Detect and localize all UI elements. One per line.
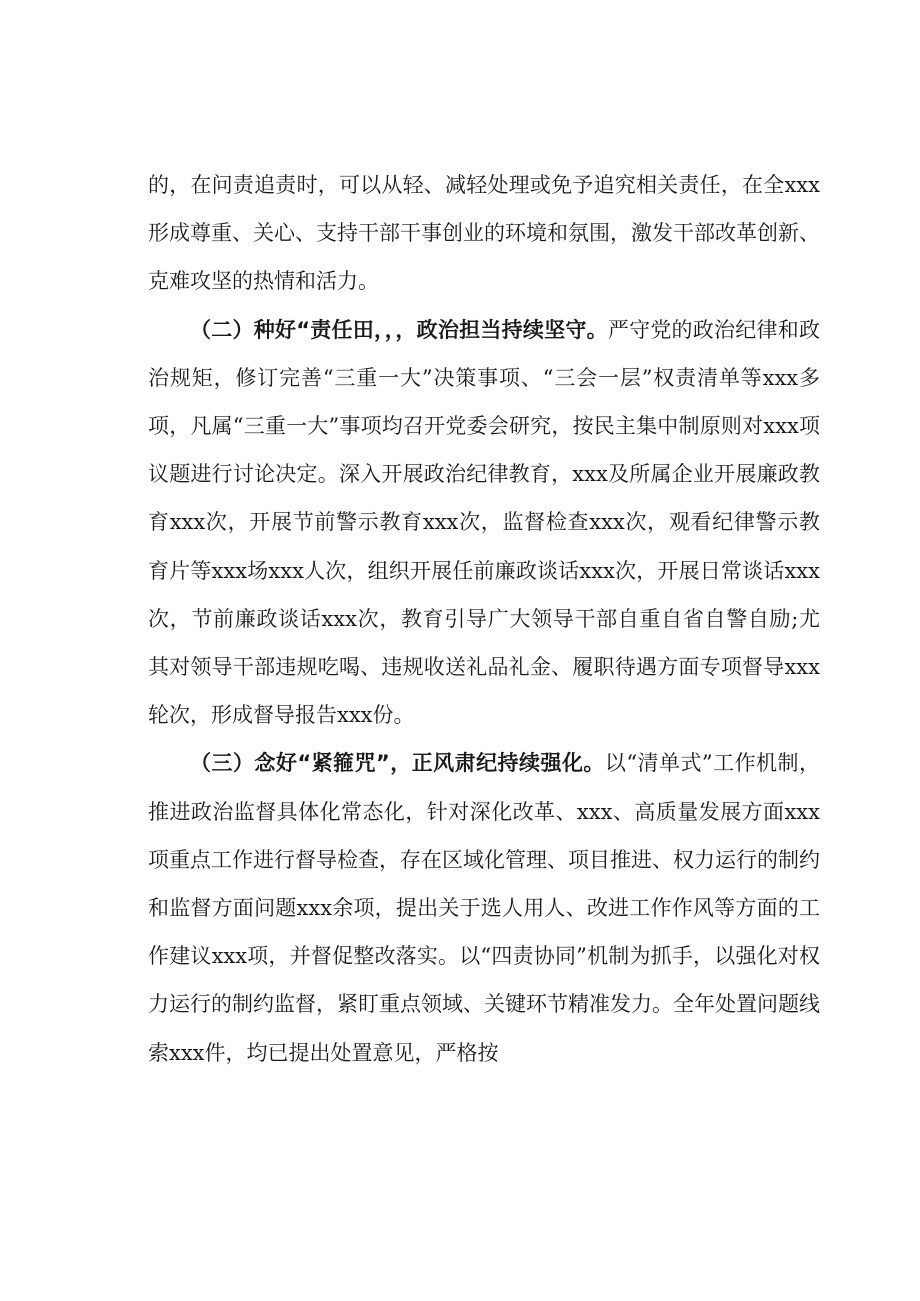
paragraph-1: 的，在问责追责时，可以从轻、减轻处理或免予追究相关责任，在全xxx形成尊重、关心、支持干部干事创业的环境和氛围，激发干部改革创新、克难攻坚的热情和活力。 bbox=[148, 173, 820, 294]
section-heading-3: （三）念好“紧箍咒”，正风肃纪持续强化。 bbox=[190, 751, 605, 776]
paragraph-3-body: 以“清单式”工作机制，推进政治监督具体化常态化，针对深化改革、xxx、高质量发展方面xxx项重点工作进行督导检查，存在区域化管理、项目推进、权力运行的制约和监督方面问题xxx余项，提出关于选人用人、改进工作作风等方面的工作建议xxx项，并督促整改落实。以“四责协同”机制为抓手，以强化对权力运行的制约监督，紧盯重点领域、关键环节精准发力。全年处置问题线索xxx件，均已提出处置意见，严格按 bbox=[148, 751, 820, 1065]
paragraph-2 bbox=[148, 306, 820, 740]
document-body bbox=[148, 161, 820, 1077]
paragraph-2-body: 严守党的政治纪律和政治规矩，修订完善“三重一大”决策事项、“三会一层”权责清单等xxx多项，凡属“三重一大”事项均召开党委会研究，按民主集中制原则对xxx项议题进行讨论决定。深入开展政治纪律教育，xxx及所属企业开展廉政教育xxx次，开展节前警示教育xxx次，监督检查xxx次，观看纪律警示教育片等xxx场xxx人次，组织开展任前廉政谈话xxx次，开展日常谈话xxx次，节前廉政谈话xxx次，教育引导广大领导干部自重自省自警自励;尤其对领导干部违规吃喝、违规收送礼品礼金、履职待遇方面专项督导xxx轮次，形成督导报告xxx份。 bbox=[148, 317, 820, 728]
paragraph-3 bbox=[148, 739, 820, 1076]
section-heading-2: （二）种好“责任田，，，政治担当持续坚守。 bbox=[190, 317, 608, 342]
